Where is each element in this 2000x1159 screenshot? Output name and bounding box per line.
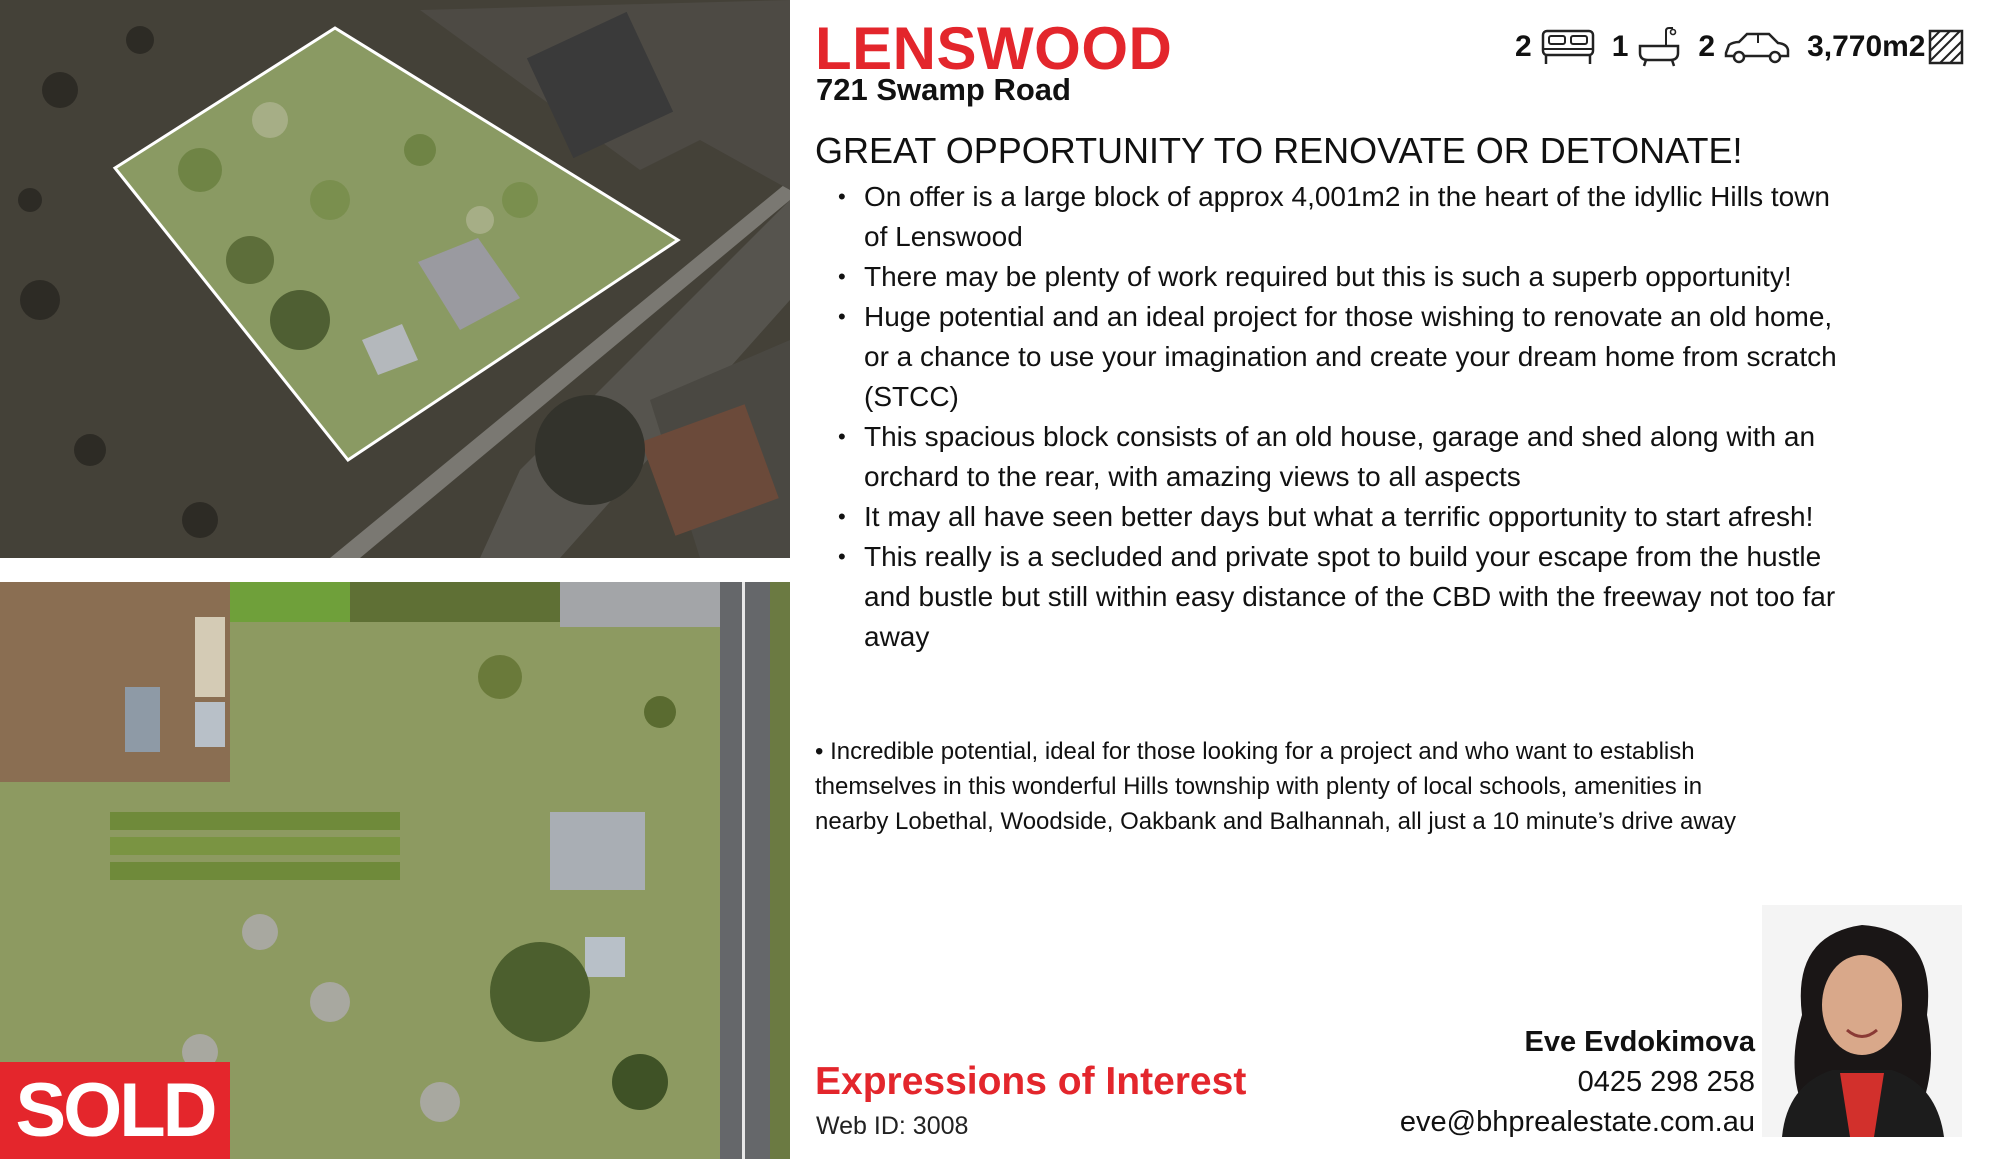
land-size-feature <box>1807 29 1963 65</box>
list-item: • On offer is a large block of approx 4,001m2 in the heart of the idyllic Hills town of Lenswood <box>838 177 1838 257</box>
feature-bullet-list <box>838 177 1838 657</box>
bath-icon <box>1636 26 1682 68</box>
list-item: • This spacious block consists of an old house, garage and shed along with an orchard to the rear, with amazing views to all aspects <box>838 417 1838 497</box>
suburb-title: LENSWOOD <box>815 15 1173 82</box>
street-address: 721 Swamp Road <box>816 72 1071 107</box>
sold-badge: SOLD <box>0 1062 230 1159</box>
agent-name: Eve Evdokimova <box>1524 1026 1755 1058</box>
agent-contact <box>1400 1022 1755 1142</box>
car-icon <box>1723 28 1791 66</box>
land-size-value: 3,770m2 <box>1807 30 1926 63</box>
aerial-photo-oblique-image <box>0 0 790 558</box>
car-spaces-feature <box>1698 28 1791 66</box>
property-features <box>1515 22 1995 72</box>
aerial-photo-oblique <box>0 0 790 558</box>
bathrooms-feature <box>1612 26 1683 68</box>
list-item: • It may all have seen better days but what a terrific opportunity to start afresh! <box>838 497 1838 537</box>
bed-icon <box>1540 27 1596 67</box>
sale-method: Expressions of Interest <box>815 1060 1247 1103</box>
bathrooms-count: 1 <box>1611 30 1629 63</box>
agent-photo <box>1762 905 1962 1137</box>
car-spaces-count: 2 <box>1698 30 1716 63</box>
bedrooms-count: 2 <box>1515 30 1532 63</box>
agent-phone[interactable]: 0425 298 258 <box>1577 1066 1755 1098</box>
list-item: • Huge potential and an ideal project for those wishing to renovate an old home, or a chance to use your imagination and create your dream home from scratch (STCC) <box>838 297 1838 417</box>
listing-headline: GREAT OPPORTUNITY TO RENOVATE OR DETONATE! <box>815 130 1743 171</box>
list-item: • There may be plenty of work required but this is such a superb opportunity! <box>838 257 1838 297</box>
agent-email[interactable]: eve@bhprealestate.com.au <box>1399 1106 1755 1138</box>
extra-paragraph: • Incredible potential, ideal for those looking for a project and who want to establish themselves in this wonderful Hills township with plenty of local schools, amenities in nearby Lobethal, Woodside, Oakbank and Balhannah, all just a 10 minute’s drive away <box>815 738 1737 835</box>
agent-photo-image <box>1762 905 1962 1137</box>
bedrooms-feature <box>1515 27 1596 67</box>
land-icon <box>1928 29 1964 65</box>
list-item: • This really is a secluded and private spot to build your escape from the hustle and bustle but still within easy distance of the CBD with the freeway not too far away <box>838 537 1838 657</box>
web-id: Web ID: 3008 <box>816 1112 969 1140</box>
